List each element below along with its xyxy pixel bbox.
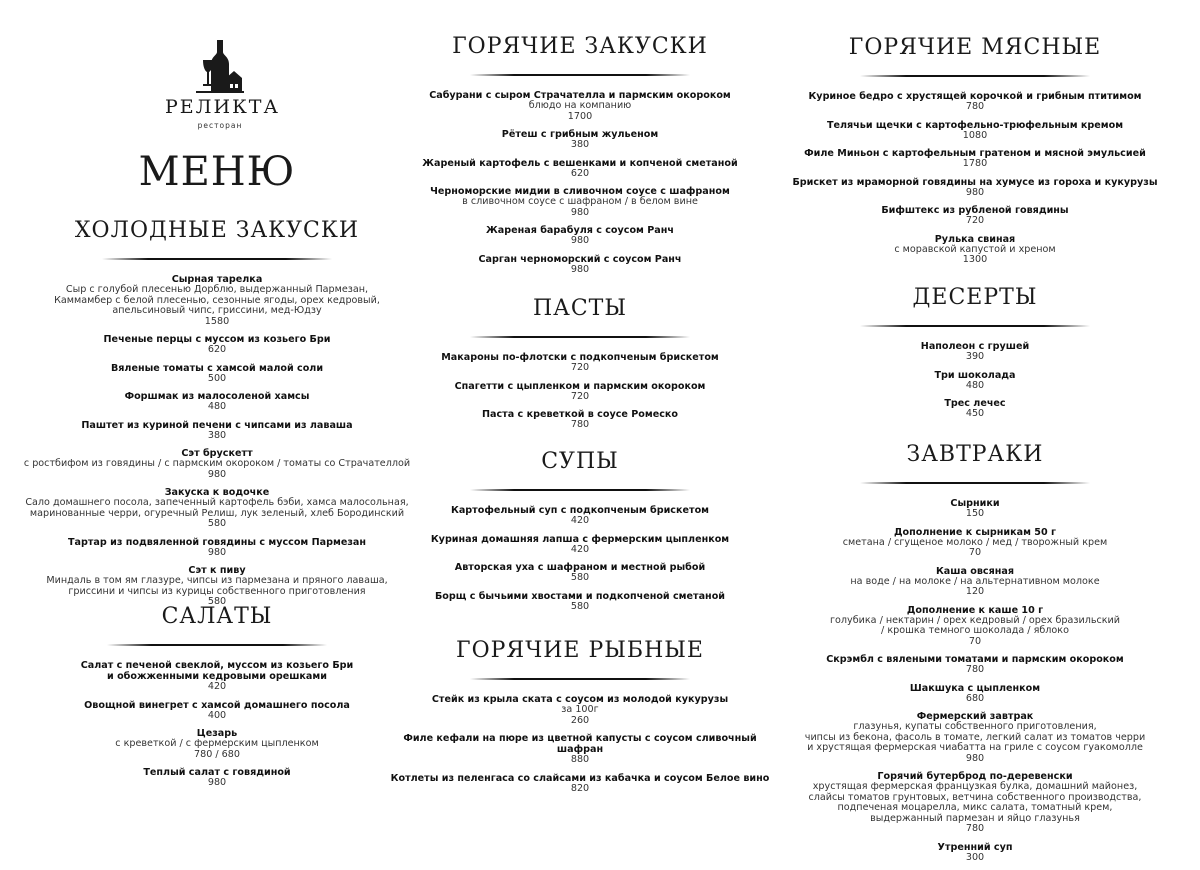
- section-hot-meat: [775, 35, 1175, 273]
- menu-item-name: Борщ с бычьими хвостами и подкопченой сметаной: [434, 590, 726, 602]
- menu-item-price: 720: [965, 215, 985, 226]
- menu-item: [775, 177, 1175, 199]
- menu-item: [775, 771, 1175, 835]
- section-title: ХОЛОДНЫЕ ЗАКУСКИ: [74, 218, 360, 243]
- menu-item-price: 380: [570, 139, 590, 150]
- menu-item-name: Закуска к водочке: [164, 487, 270, 498]
- menu-item: [380, 773, 780, 795]
- section-hot-starters: [380, 34, 780, 282]
- section-soups: [380, 449, 780, 619]
- section-divider: [102, 258, 332, 260]
- menu-item-price: 780: [570, 419, 590, 430]
- menu-item-price: 980: [207, 468, 227, 480]
- menu-item: [775, 605, 1175, 648]
- menu-item-name: Салат с печеной свеклой, муссом из козьего Бри и обожженными кедровыми орешками: [80, 660, 354, 682]
- menu-item-description: с ростбифом из говядины / с пармским окороком / томаты со Страчателлой: [23, 458, 411, 469]
- menu-item: [380, 562, 780, 584]
- menu-items-list: [380, 694, 780, 794]
- menu-item-description: сметана / сгущеное молоко / мед / творожный крем: [842, 536, 1108, 548]
- menu-item-price: 120: [965, 586, 985, 597]
- menu-item-name: Стейк из крыла ската с соусом из молодой кукурузы: [431, 694, 729, 705]
- menu-item-price: 480: [207, 401, 227, 412]
- menu-item: [775, 683, 1175, 705]
- menu-item-name: Паштет из куриной печени с чипсами из лаваша: [81, 419, 353, 431]
- menu-item: [380, 534, 780, 556]
- menu-item: [17, 274, 417, 327]
- menu-item-name: Печеные перцы с муссом из козьего Бри: [103, 334, 331, 345]
- section-title: ГОРЯЧИЕ ЗАКУСКИ: [452, 34, 708, 59]
- menu-item-name: Рулька свиная: [934, 233, 1016, 245]
- menu-item-name: Сырная тарелка: [171, 274, 263, 285]
- menu-item-price: 1080: [962, 129, 988, 141]
- menu-item-description: на воде / на молоке / на альтернативном молоке: [850, 575, 1100, 587]
- section-divider: [860, 75, 1090, 77]
- menu-item-name: Дополнение к каше 10 г: [906, 604, 1044, 616]
- section-divider: [470, 74, 690, 76]
- menu-item-price: 390: [965, 351, 985, 362]
- menu-items-list: [775, 498, 1175, 863]
- section-cold-starters: [17, 218, 417, 615]
- menu-item-price: 380: [207, 429, 227, 441]
- menu-item-description: за 100г: [561, 704, 599, 715]
- menu-item: [775, 148, 1175, 170]
- menu-title: МЕНЮ: [138, 149, 296, 195]
- menu-item: [380, 352, 780, 374]
- menu-item-name: Сэт брускетт: [181, 448, 253, 459]
- menu-item-name: Сарган черноморский с соусом Ранч: [478, 253, 682, 265]
- menu-item: [17, 391, 417, 413]
- menu-item-price: 580: [570, 600, 590, 612]
- menu-item-price: 720: [570, 362, 590, 373]
- menu-item-name: Куриная домашняя лапша с фермерским цыпленком: [430, 533, 730, 545]
- menu-item: [380, 254, 780, 276]
- section-title: САЛАТЫ: [161, 604, 273, 629]
- section-divider: [860, 482, 1090, 484]
- menu-item-description: блюдо на компанию: [528, 100, 632, 111]
- menu-items-list: [380, 505, 780, 612]
- menu-item: [380, 90, 780, 122]
- menu-item-name: Тартар из подвяленной говядины с муссом Пармезан: [67, 536, 367, 548]
- menu-item-price: 980: [965, 186, 985, 198]
- menu-item-description: с креветкой / с фермерским цыпленком: [115, 738, 319, 749]
- section-divider: [470, 489, 690, 491]
- menu-item: [775, 91, 1175, 113]
- menu-item: [775, 566, 1175, 598]
- menu-item-price: 480: [965, 379, 985, 391]
- menu-item-price: 820: [570, 782, 590, 794]
- menu-item: [17, 334, 417, 356]
- menu-item-price: 150: [965, 508, 985, 519]
- menu-item-name: Трес лечес: [944, 398, 1006, 409]
- menu-item: [775, 370, 1175, 392]
- menu-item-name: Горячий бутерброд по-деревенски: [877, 771, 1073, 782]
- menu-item-name: Брискет из мраморной говядины на хумусе из гороха и кукурузы: [792, 176, 1158, 188]
- menu-item-price: 980: [570, 263, 590, 275]
- section-title: ЗАВТРАКИ: [906, 442, 1044, 467]
- menu-item: [380, 381, 780, 403]
- section-divider: [107, 644, 327, 646]
- menu-item: [17, 420, 417, 442]
- menu-item-name: Овощной винегрет с хамсой домашнего посола: [84, 699, 350, 711]
- menu-item: [380, 505, 780, 527]
- menu-item-name: Каша овсяная: [935, 565, 1015, 577]
- section-title: ГОРЯЧИЕ МЯСНЫЕ: [848, 35, 1102, 60]
- menu-item: [380, 591, 780, 613]
- menu-item-description: голубика / нектарин / орех кедровый / орех бразильский / крошка темного шоколада / яблоко: [829, 614, 1121, 636]
- menu-item-price: 980: [207, 777, 227, 788]
- menu-item-price: 780: [965, 823, 985, 834]
- menu-item-price: 580: [207, 596, 227, 607]
- menu-item-name: Спагетти с цыпленком и пармским окороком: [454, 380, 706, 392]
- menu-item-name: Телячьи щечки с картофельно-трюфельным кремом: [826, 119, 1124, 131]
- menu-item-name: Наполеон с грушей: [920, 341, 1030, 352]
- menu-item-price: 980: [965, 752, 985, 764]
- menu-item-name: Жареный картофель с вешенками и копченой сметаной: [422, 157, 738, 169]
- menu-item-name: Картофельный суп с подкопченым брискетом: [450, 505, 710, 516]
- menu-item-price: 420: [207, 681, 227, 692]
- menu-item-price: 620: [207, 344, 227, 355]
- menu-item-name: Скрэмбл с вялеными томатами и пармским окороком: [826, 654, 1124, 665]
- menu-items-list: [775, 91, 1175, 266]
- menu-item-price: 780: [965, 664, 985, 675]
- menu-item-name: Шакшука с цыпленком: [909, 682, 1041, 694]
- restaurant-logo: [165, 38, 280, 130]
- menu-item-price: 70: [968, 635, 982, 647]
- menu-item: [775, 711, 1175, 764]
- menu-item-name: Три шоколада: [934, 369, 1016, 381]
- menu-item-name: Сырники: [950, 498, 1000, 509]
- menu-item: [775, 234, 1175, 266]
- menu-item: [775, 527, 1175, 559]
- menu-item-name: Паста с креветкой в соусе Ромеско: [481, 409, 679, 420]
- menu-item-description: с моравской капустой и хреном: [894, 243, 1056, 255]
- menu-item-price: 980: [570, 206, 590, 218]
- section-divider: [470, 678, 690, 680]
- section-desserts: [775, 285, 1175, 427]
- menu-item-price: 300: [965, 851, 985, 863]
- wine-bottle-house-icon: [190, 38, 250, 94]
- menu-item: [380, 158, 780, 180]
- menu-item-price: 580: [207, 518, 227, 529]
- menu-item: [380, 225, 780, 247]
- menu-items-list: [380, 352, 780, 431]
- menu-item-price: 620: [570, 167, 590, 179]
- menu-item-price: 420: [570, 543, 590, 555]
- section-pasta: [380, 296, 780, 438]
- menu-item-price: 580: [570, 572, 590, 583]
- menu-item-price: 450: [965, 408, 985, 419]
- menu-item: [380, 694, 780, 726]
- menu-item-description: хрустящая фермерская французкая булка, домашний майонез, слайсы томатов грунтовых, ветчина собственного производства, подпеченая моцарелла, микс салата, томатный крем, выдержанный пармезан и яйцо глазунья: [808, 781, 1142, 824]
- menu-item-name: Жареная барабуля с соусом Ранч: [486, 225, 674, 236]
- brand-name: РЕЛИКТА: [165, 96, 280, 118]
- menu-item-name: Филе кефали на пюре из цветной капусты с соусом сливочный шафран: [403, 733, 757, 755]
- menu-item: [380, 186, 780, 218]
- menu-item: [775, 498, 1175, 520]
- menu-item: [17, 767, 417, 789]
- section-salads: [17, 604, 417, 796]
- menu-item-name: Фермерский завтрак: [916, 711, 1034, 722]
- menu-item-name: Макароны по-флотски с подкопченым брискетом: [441, 352, 719, 363]
- menu-item-price: 1300: [962, 254, 988, 265]
- menu-item-name: Черноморские мидии в сливочном соусе с шафраном: [430, 186, 730, 197]
- menu-item-description: Сыр с голубой плесенью Дорблю, выдержанный Пармезан, Каммамбер с белой плесенью, сезонные ягоды, орех кедровый, апельсиновый чипс, гриссини, мед-Юдзу: [54, 284, 380, 316]
- menu-item-description: Миндаль в том ям глазуре, чипсы из пармезана и пряного лаваша, гриссини и чипсы из курицы собственного приготовления: [46, 575, 388, 597]
- menu-item-name: Бифштекс из рубленой говядины: [881, 205, 1069, 216]
- menu-item-price: 780: [965, 101, 985, 112]
- menu-item-name: Дополнение к сырникам 50 г: [893, 526, 1057, 538]
- menu-item-price: 780 / 680: [194, 748, 240, 760]
- section-title: СУПЫ: [541, 449, 619, 474]
- menu-item: [380, 129, 780, 151]
- menu-item: [17, 728, 417, 760]
- menu-item-name: Куриное бедро с хрустящей корочкой и грибным птитимом: [808, 91, 1142, 102]
- menu-item-name: Теплый салат с говядиной: [143, 767, 291, 778]
- menu-item-name: Сабурани с сыром Страчателла и пармским окороком: [429, 90, 731, 101]
- menu-item: [17, 448, 417, 480]
- brand-subtitle: ресторан: [197, 121, 243, 130]
- menu-item: [380, 733, 780, 766]
- menu-item: [775, 205, 1175, 227]
- menu-item-price: 260: [570, 714, 590, 726]
- menu-item-price: 500: [207, 372, 227, 384]
- menu-item-description: в сливочном соусе с шафраном / в белом вине: [462, 196, 698, 207]
- menu-item: [17, 363, 417, 385]
- menu-item-name: Сэт к пиву: [188, 565, 246, 576]
- menu-item-name: Котлеты из пеленгаса со слайсами из кабачка и соусом Белое вино: [390, 772, 770, 784]
- menu-item-price: 720: [570, 390, 590, 402]
- menu-item-price: 1780: [962, 158, 988, 169]
- menu-item-name: Вяленые томаты с хамсой малой соли: [110, 362, 324, 374]
- menu-item-name: Филе Миньон с картофельным гратеном и мясной эмульсией: [804, 148, 1146, 159]
- menu-items-list: [17, 660, 417, 789]
- menu-items-list: [380, 90, 780, 275]
- menu-item-price: 70: [968, 547, 982, 558]
- menu-item-price: 680: [965, 692, 985, 704]
- menu-item: [17, 660, 417, 693]
- menu-items-list: [17, 274, 417, 608]
- menu-item: [17, 537, 417, 559]
- menu-item-name: Авторская уха с шафраном и местной рыбой: [454, 562, 706, 573]
- menu-item-price: 420: [570, 515, 590, 526]
- menu-item-name: Цезарь: [196, 728, 238, 739]
- menu-item-price: 880: [570, 754, 590, 765]
- section-hot-fish: [380, 638, 780, 801]
- menu-items-list: [775, 341, 1175, 420]
- menu-item-description: глазунья, купаты собственного приготовления, чипсы из бекона, фасоль в томате, легкий салат из томатов черри и хрустящая фермерская чиабатта на гриле с соусом гуакомолле: [804, 721, 1146, 753]
- section-breakfast: [775, 442, 1175, 870]
- menu-item-price: 1700: [567, 110, 593, 122]
- menu-item: [775, 654, 1175, 676]
- menu-item: [17, 487, 417, 530]
- menu-item: [17, 700, 417, 722]
- section-title: ПАСТЫ: [533, 296, 627, 321]
- section-title: ГОРЯЧИЕ РЫБНЫЕ: [456, 638, 704, 663]
- menu-item-name: Утренний суп: [937, 841, 1013, 853]
- menu-item: [17, 565, 417, 608]
- menu-item-name: Форшмак из малосоленой хамсы: [124, 391, 310, 402]
- menu-item-name: Рётеш с грибным жульеном: [501, 129, 659, 140]
- menu-item: [380, 409, 780, 431]
- section-divider: [470, 336, 690, 338]
- menu-item-price: 1580: [204, 315, 230, 327]
- menu-item-description: Сало домашнего посола, запеченный картофель бэби, хамса малосольная, маринованные черри, огуречный Релиш, лук зеленый, хлеб Бородинский: [25, 497, 409, 519]
- menu-item: [775, 341, 1175, 363]
- menu-item: [775, 842, 1175, 864]
- menu-item: [775, 398, 1175, 420]
- section-title: ДЕСЕРТЫ: [912, 285, 1038, 310]
- menu-item-price: 980: [207, 546, 227, 558]
- menu-item-price: 980: [570, 235, 590, 246]
- section-divider: [860, 325, 1090, 327]
- menu-item: [775, 120, 1175, 142]
- menu-item-price: 400: [207, 709, 227, 721]
